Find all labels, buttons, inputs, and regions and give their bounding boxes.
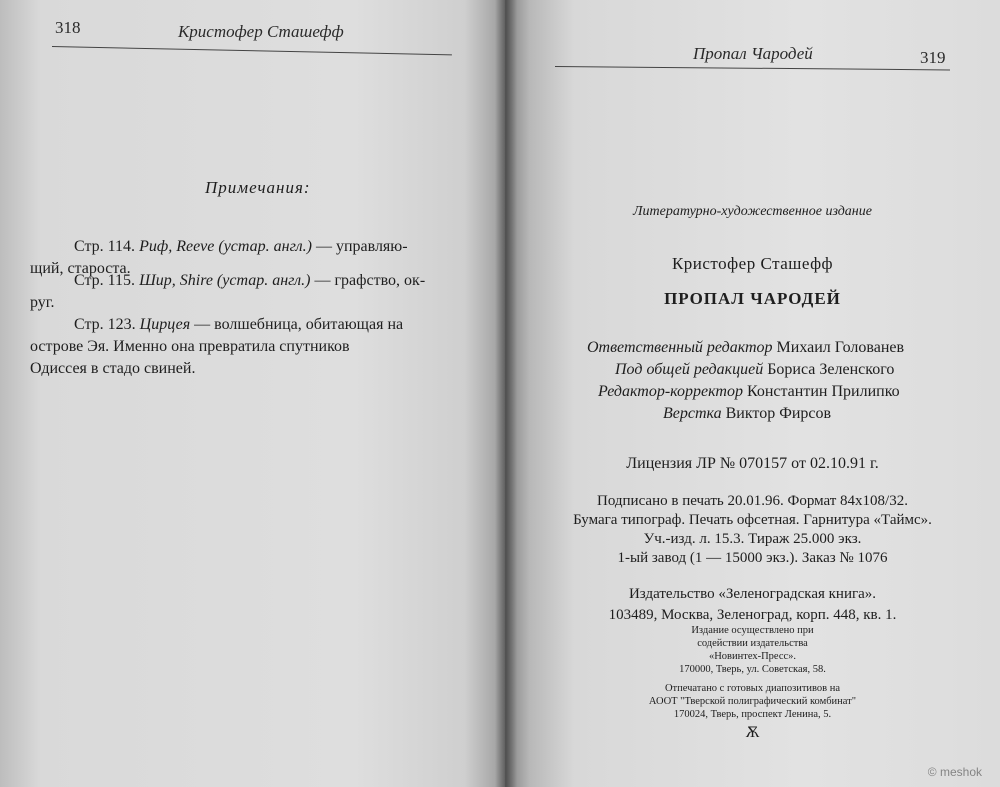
right-page — [505, 0, 1000, 787]
imprint-block — [505, 492, 1000, 568]
publisher-line: Издательство «Зеленоградская книга». — [628, 586, 877, 602]
note-cont: руг. — [30, 294, 55, 311]
watermark: © meshok — [927, 765, 982, 779]
printer-line: Отпечатано с готовых диапозитивов на — [664, 683, 841, 694]
imprint-line: Подписано в печать 20.01.96. Формат 84x108/32. — [597, 493, 908, 509]
credit-name: Виктор Фирсов — [725, 405, 832, 422]
imprint-line: 1-ый завод (1 — 15000 экз.). Заказ № 1076 — [617, 550, 888, 566]
printer-block — [505, 682, 1000, 721]
note-term: Цирцея — [139, 316, 191, 333]
series-line: Литературно-художественное издание — [633, 204, 872, 219]
header-rule-left — [52, 46, 452, 55]
note-text: — графство, ок- — [314, 272, 426, 289]
note-3 — [30, 314, 472, 380]
publisher-line: 103489, Москва, Зеленоград, корп. 448, кв. 1. — [608, 607, 897, 623]
license-line: Лицензия ЛР № 070157 от 02.10.91 г. — [626, 455, 879, 472]
note-ref: Стр. 123. — [74, 316, 136, 333]
credit-editor — [587, 339, 904, 357]
printer-line: 170024, Тверь, проспект Ленина, 5. — [673, 709, 832, 720]
notes-title: Примечания: — [205, 178, 311, 197]
note-term: Риф, Reeve (устар. англ.) — [139, 238, 312, 255]
header-rule-right — [555, 66, 950, 70]
book-gutter — [495, 0, 517, 787]
printer-mark-icon: Ѫ — [745, 724, 760, 741]
assist-line: содействии издательства — [697, 638, 808, 649]
note-cont: щий, староста. — [30, 260, 131, 277]
imprint-line: Бумага типограф. Печать офсетная. Гарнитура «Таймс». — [573, 512, 932, 528]
credit-name: Константин Прилипко — [746, 383, 900, 400]
credit-name: Михаил Голованев — [776, 339, 905, 356]
note-term: Шир, Shire (устар. англ.) — [139, 272, 311, 289]
note-cont: острове Эя. Именно она превратила спутников — [30, 338, 350, 355]
page-number-left: 318 — [55, 18, 81, 37]
note-2 — [30, 270, 472, 314]
note-ref: Стр. 114. — [74, 238, 136, 255]
credit-general-editor — [615, 361, 894, 379]
credit-role: Ответственный редактор — [587, 339, 773, 356]
publisher-block — [505, 584, 1000, 626]
credit-name: Бориса Зеленского — [767, 361, 895, 378]
credit-proofreader — [598, 383, 900, 401]
running-head-right: Пропал Чародей — [693, 44, 813, 63]
assist-block — [505, 624, 1000, 676]
imprint-line: Уч.-изд. л. 15.3. Тираж 25.000 экз. — [643, 531, 862, 547]
assist-line: Издание осуществлено при — [691, 625, 814, 636]
note-text: — волшебница, обитающая на — [194, 316, 404, 333]
credit-role: Верстка — [663, 405, 722, 422]
assist-line: «Новинтех-Пресс». — [708, 651, 797, 662]
credit-layout — [663, 405, 831, 423]
note-cont: Одиссея в стадо свиней. — [30, 360, 196, 377]
note-text: — управляю- — [315, 238, 408, 255]
assist-line: 170000, Тверь, ул. Советская, 58. — [679, 664, 826, 675]
page-number-right: 319 — [920, 48, 946, 67]
running-head-left: Кристофер Сташефф — [178, 22, 344, 41]
note-ref: Стр. 115. — [74, 272, 136, 289]
book-title: ПРОПАЛ ЧАРОДЕЙ — [664, 289, 841, 308]
book-author: Кристофер Сташефф — [671, 254, 834, 273]
printer-line: АООТ "Тверской полиграфический комбинат" — [648, 696, 857, 707]
credit-role: Под общей редакцией — [615, 361, 764, 378]
credit-role: Редактор-корректор — [598, 383, 743, 400]
